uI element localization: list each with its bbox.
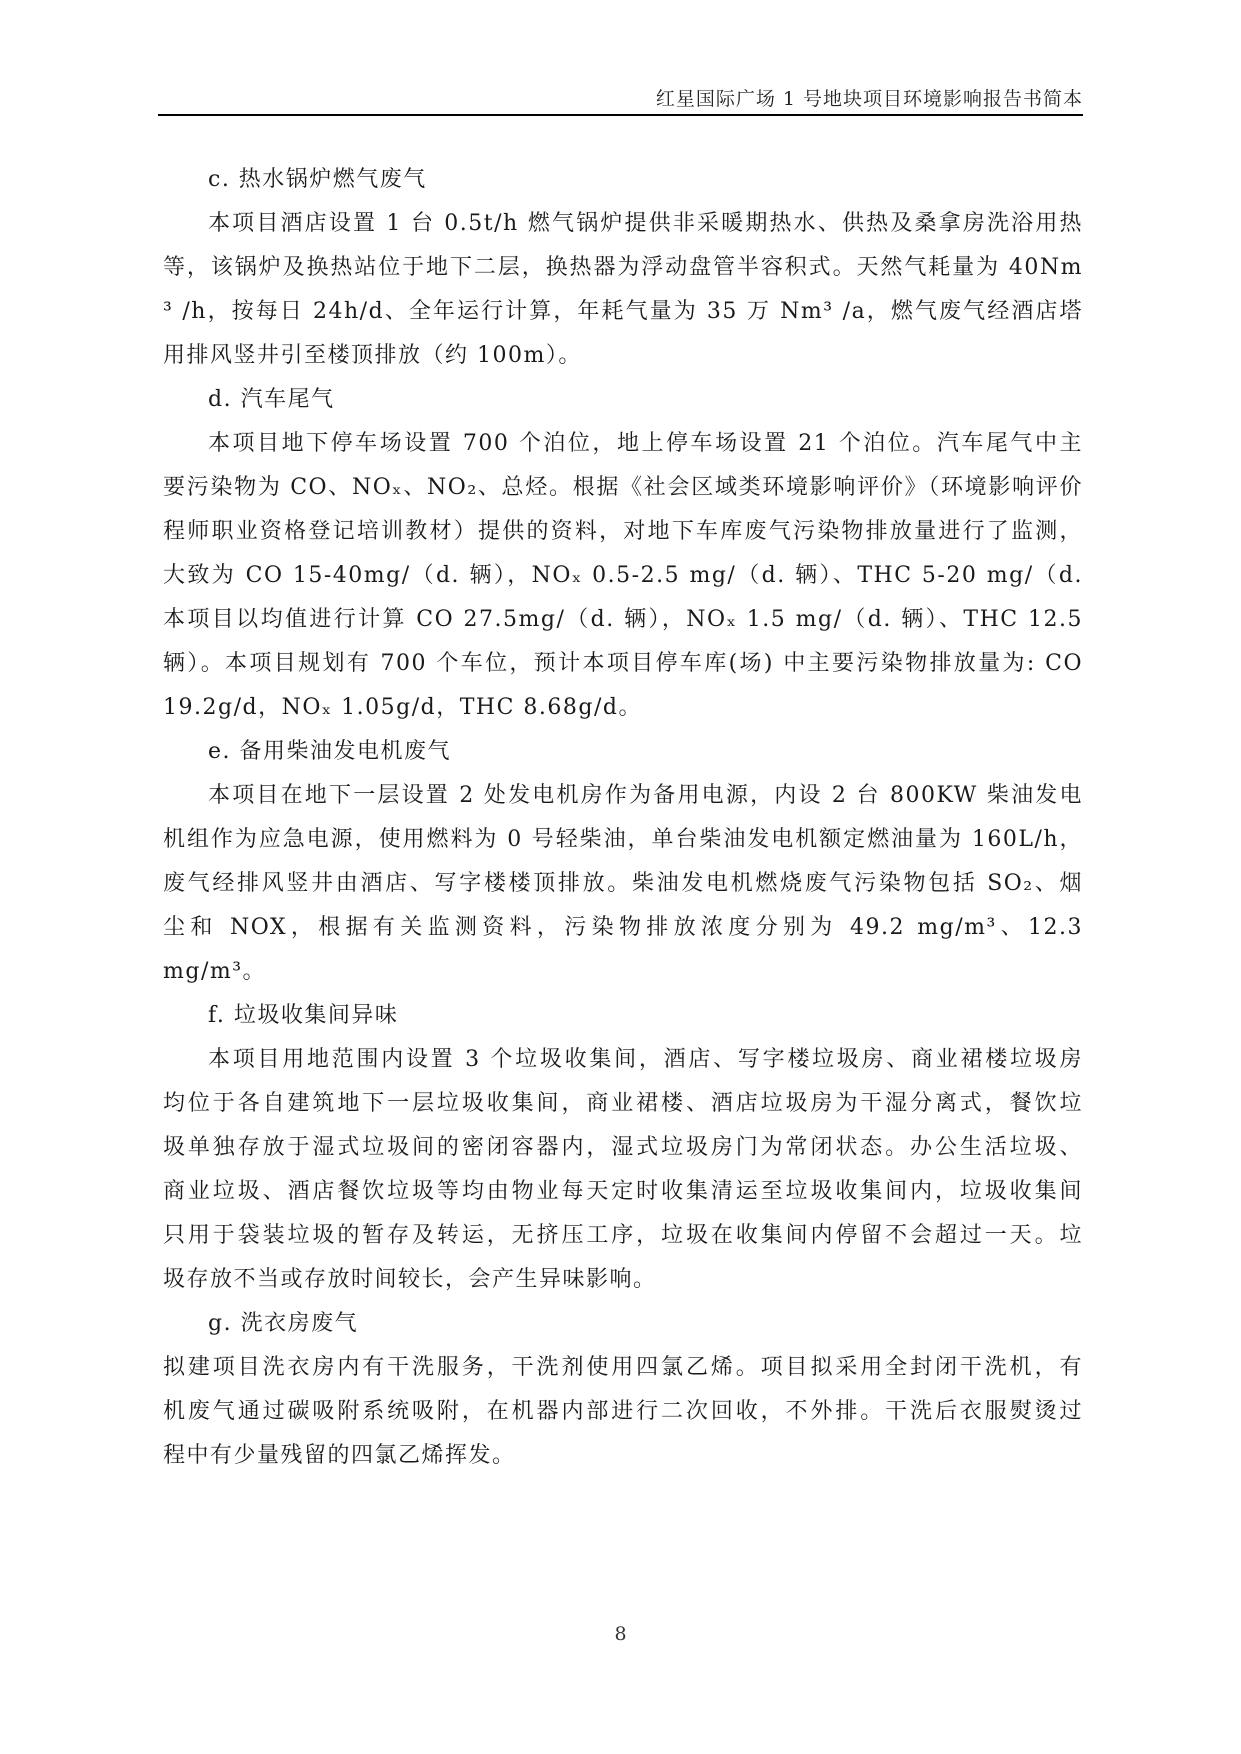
body-line: 机废气通过碳吸附系统吸附，在机器内部进行二次回收，不外排。干洗后衣服熨烫过 — [163, 1399, 1083, 1424]
section-heading: e. 备用柴油发电机废气 — [208, 739, 452, 764]
body-line: 19.2g/d，NOₓ 1.05g/d，THC 8.68g/d。 — [163, 695, 642, 720]
body-line: 商业垃圾、酒店餐饮垃圾等均由物业每天定时收集清运至垃圾收集间内，垃圾收集间 — [163, 1179, 1083, 1204]
body-line: 辆）。本项目规划有 700 个车位，预计本项目停车库(场) 中主要污染物排放量为: CO — [163, 651, 1083, 676]
body-line: 要污染物为 CO、NOₓ、NO₂、总烃。根据《社会区域类环境影响评价》（环境影响评价 — [163, 475, 1083, 500]
page-number: 8 — [614, 1623, 627, 1645]
body-line: 大致为 CO 15-40mg/（d. 辆），NOₓ 0.5-2.5 mg/（d. 辆）、THC 5-20 mg/（d. — [163, 563, 1083, 588]
body-line: 本项目用地范围内设置 3 个垃圾收集间，酒店、写字楼垃圾房、商业裙楼垃圾房 — [208, 1047, 1083, 1072]
body-line: 圾单独存放于湿式垃圾间的密闭容器内，湿式垃圾房门为常闭状态。办公生活垃圾、 — [163, 1135, 1083, 1160]
body-line: 程师职业资格登记培训教材）提供的资料，对地下车库废气污染物排放量进行了监测， — [163, 519, 1083, 544]
body-line: 拟建项目洗衣房内有干洗服务，干洗剂使用四氯乙烯。项目拟采用全封闭干洗机，有 — [163, 1355, 1083, 1380]
body-line: 本项目地下停车场设置 700 个泊位，地上停车场设置 21 个泊位。汽车尾气中主 — [208, 431, 1083, 456]
body-line: 只用于袋装垃圾的暂存及转运，无挤压工序，垃圾在收集间内停留不会超过一天。垃 — [163, 1223, 1083, 1248]
body-line: 程中有少量残留的四氯乙烯挥发。 — [163, 1443, 516, 1468]
body-line: 本项目在地下一层设置 2 处发电机房作为备用电源，内设 2 台 800KW 柴油发电 — [208, 783, 1083, 808]
body-line: 废气经排风竖井由酒店、写字楼楼顶排放。柴油发电机燃烧废气污染物包括 SO₂、烟 — [163, 871, 1083, 896]
body-line: ³ /h，按每日 24h/d、全年运行计算，年耗气量为 35 万 Nm³ /a，燃气废气经酒店塔 — [163, 299, 1083, 324]
section-heading: d. 汽车尾气 — [208, 387, 335, 412]
body-line: 本项目以均值进行计算 CO 27.5mg/（d. 辆），NOₓ 1.5 mg/（d. 辆）、THC 12.5 — [163, 607, 1083, 632]
header-title: 红星国际广场 1 号地块项目环境影响报告书简本 — [655, 88, 1083, 110]
body-line: 用排风竖井引至楼顶排放（约 100m）。 — [163, 343, 582, 368]
body-line: mg/m³。 — [163, 959, 267, 984]
body-line: 等，该锅炉及换热站位于地下二层，换热器为浮动盘管半容积式。天然气耗量为 40Nm — [163, 255, 1083, 280]
header-rule — [158, 114, 1083, 116]
section-heading: g. 洗衣房废气 — [208, 1311, 359, 1336]
body-line: 均位于各自建筑地下一层垃圾收集间，商业裙楼、酒店垃圾房为干湿分离式，餐饮垃 — [163, 1091, 1083, 1116]
body-line: 本项目酒店设置 1 台 0.5t/h 燃气锅炉提供非采暖期热水、供热及桑拿房洗浴用热 — [208, 211, 1083, 236]
body-line: 机组作为应急电源，使用燃料为 0 号轻柴油，单台柴油发电机额定燃油量为 160L/h， — [163, 827, 1083, 852]
section-heading: c. 热水锅炉燃气废气 — [208, 167, 427, 192]
body-line: 圾存放不当或存放时间较长，会产生异味影响。 — [163, 1267, 657, 1292]
body-line: 尘和 NOX，根据有关监测资料，污染物排放浓度分别为 49.2 mg/m³、12.3 — [163, 915, 1083, 940]
section-heading: f. 垃圾收集间异味 — [208, 1003, 399, 1028]
body-text — [163, 158, 1083, 1478]
